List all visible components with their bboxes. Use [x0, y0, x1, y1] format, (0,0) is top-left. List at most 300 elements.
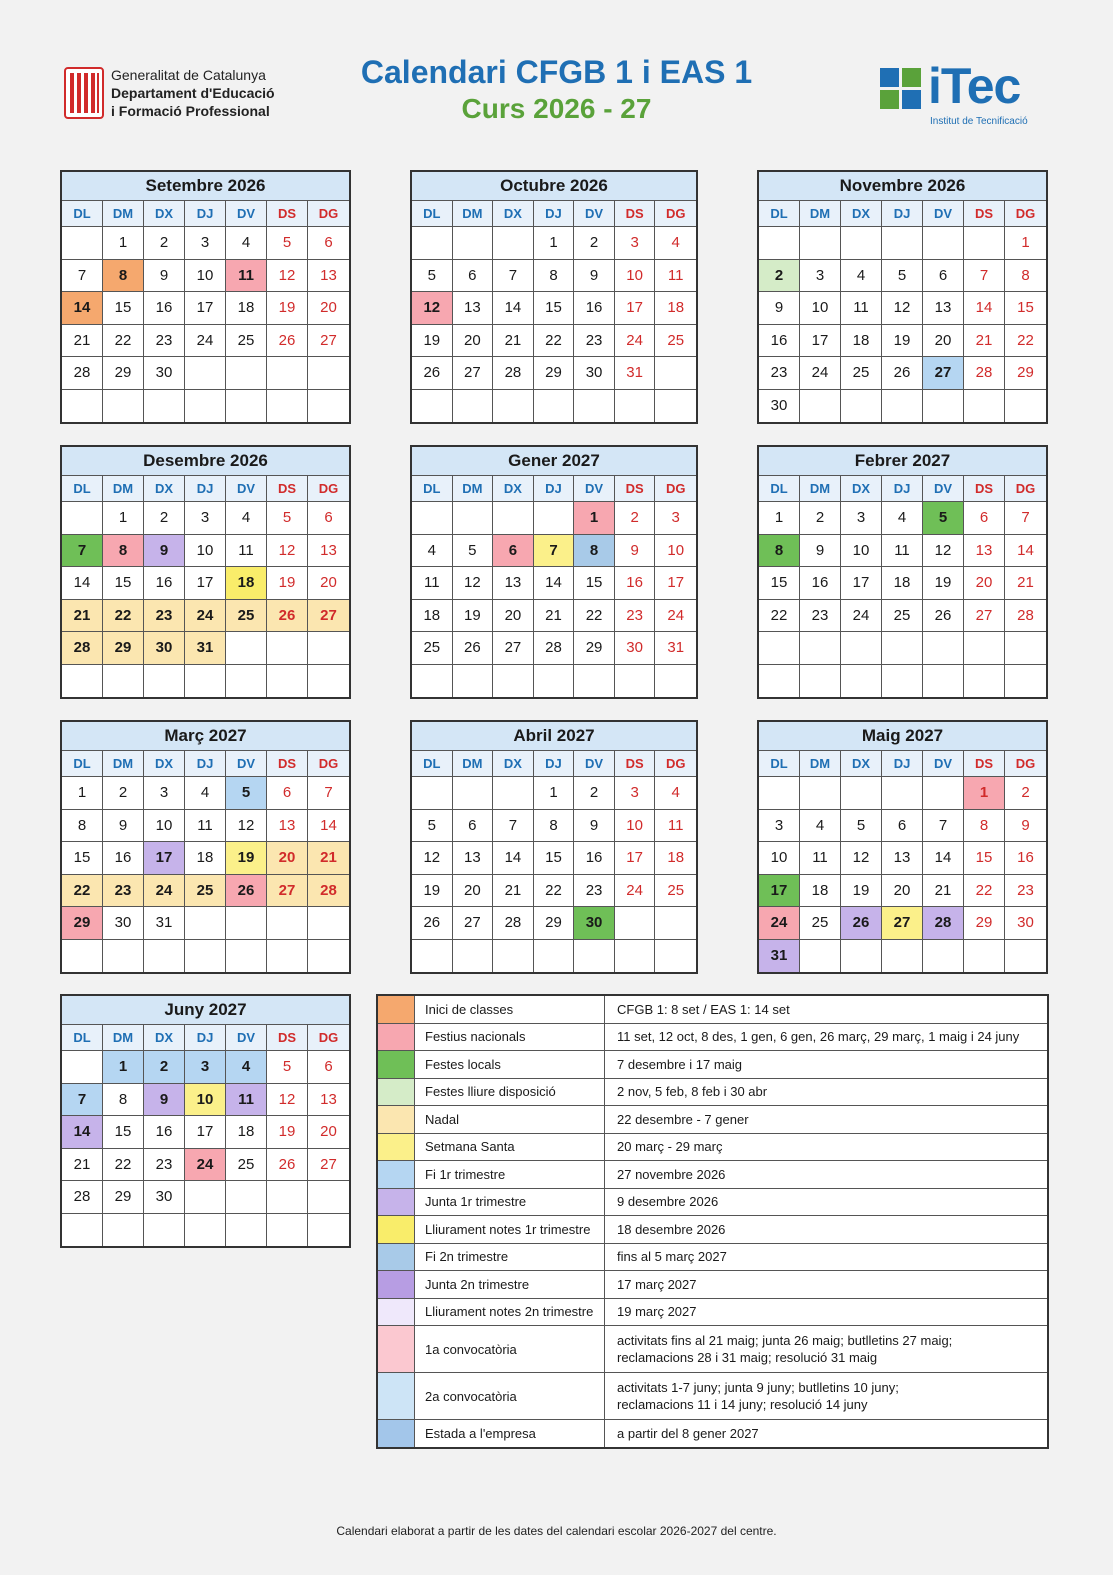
weekday-header: DG: [308, 1025, 349, 1051]
empty-cell: [412, 227, 453, 260]
day-cell: 11: [185, 810, 226, 843]
day-cell: 30: [574, 357, 615, 390]
empty-cell: [615, 390, 656, 423]
day-cell: 19: [412, 875, 453, 908]
day-cell: 26: [453, 632, 494, 665]
day-cell: 7: [62, 260, 103, 293]
day-cell: 17: [185, 567, 226, 600]
day-cell: 5: [412, 260, 453, 293]
day-cell: 25: [226, 325, 267, 358]
day-cell: 2: [144, 227, 185, 260]
day-cell: 26: [412, 907, 453, 940]
day-cell: 9: [800, 535, 841, 568]
weekday-header: DG: [655, 751, 696, 777]
weekday-header: DG: [1005, 476, 1046, 502]
empty-cell: [308, 632, 349, 665]
day-cell: 3: [615, 777, 656, 810]
empty-cell: [800, 390, 841, 423]
day-cell: 9: [103, 810, 144, 843]
legend-swatch: [378, 1244, 415, 1271]
day-cell: 1: [1005, 227, 1046, 260]
empty-cell: [841, 227, 882, 260]
weekday-header: DX: [144, 201, 185, 227]
day-cell: 14: [1005, 535, 1046, 568]
day-cell: 14: [493, 292, 534, 325]
empty-cell: [412, 502, 453, 535]
legend-swatch: [378, 1134, 415, 1161]
day-cell: 15: [103, 1116, 144, 1149]
day-cell: 24: [800, 357, 841, 390]
empty-cell: [185, 357, 226, 390]
day-cell: 30: [144, 357, 185, 390]
day-cell: 5: [841, 810, 882, 843]
day-cell: 14: [62, 1116, 103, 1149]
empty-cell: [923, 940, 964, 973]
weekday-header: DG: [308, 201, 349, 227]
empty-cell: [185, 665, 226, 698]
day-cell: 25: [841, 357, 882, 390]
weekday-header: DG: [655, 476, 696, 502]
legend-swatch: [378, 1299, 415, 1326]
day-cell: 27: [453, 907, 494, 940]
weekday-header: DJ: [882, 201, 923, 227]
day-cell: 29: [103, 357, 144, 390]
itec-brand: [880, 58, 1050, 134]
empty-cell: [882, 227, 923, 260]
day-cell: 9: [1005, 810, 1046, 843]
empty-cell: [308, 907, 349, 940]
day-cell: 22: [103, 1149, 144, 1182]
legend-label: Fi 2n trimestre: [415, 1244, 605, 1271]
day-cell: 10: [759, 842, 800, 875]
empty-cell: [412, 390, 453, 423]
day-cell: 20: [964, 567, 1005, 600]
day-cell: 9: [759, 292, 800, 325]
month-calendar: [410, 170, 698, 424]
legend-description: 18 desembre 2026: [617, 1221, 726, 1237]
empty-cell: [493, 940, 534, 973]
day-cell: 16: [144, 1116, 185, 1149]
legend-swatch: [378, 1420, 415, 1447]
weekday-header: DJ: [185, 751, 226, 777]
day-cell: 4: [226, 502, 267, 535]
empty-cell: [144, 1214, 185, 1247]
day-cell: 1: [103, 1051, 144, 1084]
legend-swatch: [378, 1216, 415, 1243]
weekday-header: DV: [226, 1025, 267, 1051]
gencat-logo-icon: [64, 67, 104, 119]
weekday-header: DS: [615, 476, 656, 502]
day-cell: 2: [574, 777, 615, 810]
day-cell: 9: [144, 260, 185, 293]
day-cell: 31: [615, 357, 656, 390]
weekday-header: DG: [308, 751, 349, 777]
legend-description: 19 març 2027: [617, 1304, 697, 1320]
day-cell: 22: [759, 600, 800, 633]
empty-cell: [655, 390, 696, 423]
day-cell: 12: [412, 292, 453, 325]
day-cell: 11: [655, 260, 696, 293]
weekday-header: DL: [412, 476, 453, 502]
day-cell: 7: [62, 1084, 103, 1117]
day-cell: 27: [308, 325, 349, 358]
legend-description: fins al 5 març 2027: [617, 1249, 727, 1265]
empty-cell: [267, 1181, 308, 1214]
day-cell: 29: [62, 907, 103, 940]
empty-cell: [185, 940, 226, 973]
empty-cell: [1005, 665, 1046, 698]
weekday-header: DL: [759, 476, 800, 502]
weekday-header: DJ: [185, 476, 226, 502]
month-title: Maig 2027: [759, 722, 1046, 751]
empty-cell: [923, 390, 964, 423]
day-cell: 10: [144, 810, 185, 843]
empty-cell: [226, 940, 267, 973]
day-cell: 31: [759, 940, 800, 973]
day-cell: 23: [1005, 875, 1046, 908]
day-cell: 14: [308, 810, 349, 843]
day-cell: 10: [800, 292, 841, 325]
day-cell: 20: [308, 567, 349, 600]
empty-cell: [453, 940, 494, 973]
day-cell: 2: [103, 777, 144, 810]
day-cell: 8: [62, 810, 103, 843]
day-cell: 6: [308, 1051, 349, 1084]
legend-swatch: [378, 1161, 415, 1188]
weekday-header: DL: [62, 476, 103, 502]
day-cell: 7: [493, 260, 534, 293]
empty-cell: [882, 390, 923, 423]
month-title: Setembre 2026: [62, 172, 349, 201]
empty-cell: [759, 227, 800, 260]
empty-cell: [1005, 390, 1046, 423]
day-cell: 27: [453, 357, 494, 390]
empty-cell: [923, 777, 964, 810]
itec-subtitle: Institut de Tecnificació: [930, 116, 1028, 127]
legend-row: [378, 1106, 1047, 1134]
day-cell: 23: [615, 600, 656, 633]
empty-cell: [226, 665, 267, 698]
day-cell: 14: [62, 292, 103, 325]
legend-description-line-2: reclamacions 28 i 31 maig; resolució 31 maig: [617, 1350, 878, 1365]
empty-cell: [841, 665, 882, 698]
weekday-header: DX: [493, 476, 534, 502]
day-cell: 4: [226, 227, 267, 260]
day-cell: 28: [534, 632, 575, 665]
day-cell: 21: [493, 325, 534, 358]
day-cell: 4: [800, 810, 841, 843]
day-cell: 23: [144, 1149, 185, 1182]
day-cell: 31: [185, 632, 226, 665]
empty-cell: [534, 665, 575, 698]
day-cell: 22: [62, 875, 103, 908]
legend-row: [378, 1051, 1047, 1079]
day-cell: 14: [493, 842, 534, 875]
day-cell: 28: [62, 357, 103, 390]
day-cell: 7: [1005, 502, 1046, 535]
empty-cell: [308, 1181, 349, 1214]
empty-cell: [923, 227, 964, 260]
day-cell: 10: [185, 1084, 226, 1117]
legend-row: [378, 1024, 1047, 1052]
day-cell: 28: [493, 907, 534, 940]
day-cell: 30: [103, 907, 144, 940]
empty-cell: [841, 632, 882, 665]
empty-cell: [655, 907, 696, 940]
day-cell: 6: [308, 502, 349, 535]
day-cell: 16: [1005, 842, 1046, 875]
day-cell: 16: [615, 567, 656, 600]
day-cell: 26: [267, 1149, 308, 1182]
weekday-header: DJ: [534, 751, 575, 777]
day-cell: 29: [103, 632, 144, 665]
weekday-header: DS: [615, 201, 656, 227]
day-cell: 3: [759, 810, 800, 843]
day-cell: 20: [453, 875, 494, 908]
day-cell: 26: [882, 357, 923, 390]
day-cell: 30: [574, 907, 615, 940]
day-cell: 7: [493, 810, 534, 843]
empty-cell: [800, 665, 841, 698]
day-cell: 18: [655, 292, 696, 325]
day-cell: 17: [615, 842, 656, 875]
day-cell: 23: [144, 325, 185, 358]
day-cell: 25: [226, 1149, 267, 1182]
weekday-header: DX: [841, 751, 882, 777]
day-cell: 5: [267, 1051, 308, 1084]
day-cell: 24: [841, 600, 882, 633]
day-cell: 13: [923, 292, 964, 325]
day-cell: 21: [62, 325, 103, 358]
month-calendar: [60, 445, 351, 699]
month-title: Juny 2027: [62, 996, 349, 1025]
empty-cell: [267, 665, 308, 698]
day-cell: 13: [308, 260, 349, 293]
day-cell: 12: [453, 567, 494, 600]
legend-label: Lliurament notes 1r trimestre: [415, 1216, 605, 1243]
legend-description: 7 desembre i 17 maig: [617, 1056, 743, 1072]
weekday-header: DJ: [882, 476, 923, 502]
legend-swatch: [378, 1079, 415, 1106]
day-cell: 11: [226, 260, 267, 293]
day-cell: 3: [144, 777, 185, 810]
legend-row: [378, 996, 1047, 1024]
empty-cell: [267, 390, 308, 423]
day-cell: 18: [841, 325, 882, 358]
day-cell: 17: [841, 567, 882, 600]
day-cell: 12: [267, 1084, 308, 1117]
day-cell: 27: [308, 600, 349, 633]
day-cell: 15: [574, 567, 615, 600]
empty-cell: [1005, 940, 1046, 973]
month-title: Desembre 2026: [62, 447, 349, 476]
day-cell: 17: [615, 292, 656, 325]
day-cell: 5: [923, 502, 964, 535]
empty-cell: [574, 390, 615, 423]
empty-cell: [308, 940, 349, 973]
month-title: Febrer 2027: [759, 447, 1046, 476]
empty-cell: [226, 1214, 267, 1247]
weekday-header: DV: [226, 201, 267, 227]
day-cell: 11: [226, 1084, 267, 1117]
legend-row: [378, 1373, 1047, 1420]
day-cell: 11: [412, 567, 453, 600]
day-cell: 12: [412, 842, 453, 875]
empty-cell: [615, 940, 656, 973]
day-cell: 10: [615, 260, 656, 293]
legend-label: Setmana Santa: [415, 1134, 605, 1161]
legend-description-line-1: activitats 1-7 juny; junta 9 juny; butlletins 10 juny;: [617, 1380, 899, 1395]
day-cell: 17: [185, 1116, 226, 1149]
day-cell: 5: [226, 777, 267, 810]
empty-cell: [964, 227, 1005, 260]
empty-cell: [267, 357, 308, 390]
day-cell: 22: [574, 600, 615, 633]
legend-row: [378, 1271, 1047, 1299]
weekday-header: DV: [574, 476, 615, 502]
day-cell: 28: [493, 357, 534, 390]
month-calendar: [410, 720, 698, 974]
day-cell: 26: [267, 600, 308, 633]
day-cell: 28: [62, 632, 103, 665]
day-cell: 17: [759, 875, 800, 908]
day-cell: 6: [453, 260, 494, 293]
weekday-header: DX: [841, 201, 882, 227]
day-cell: 9: [144, 1084, 185, 1117]
legend-swatch: [378, 1051, 415, 1078]
day-cell: 24: [759, 907, 800, 940]
day-cell: 18: [226, 292, 267, 325]
day-cell: 15: [103, 292, 144, 325]
day-cell: 24: [615, 325, 656, 358]
day-cell: 17: [800, 325, 841, 358]
day-cell: 12: [923, 535, 964, 568]
weekday-header: DM: [103, 476, 144, 502]
day-cell: 18: [412, 600, 453, 633]
org-line-1: Generalitat de Catalunya: [111, 67, 266, 83]
day-cell: 5: [453, 535, 494, 568]
weekday-header: DM: [103, 751, 144, 777]
empty-cell: [964, 665, 1005, 698]
day-cell: 6: [882, 810, 923, 843]
day-cell: 3: [655, 502, 696, 535]
day-cell: 20: [308, 292, 349, 325]
empty-cell: [574, 665, 615, 698]
empty-cell: [1005, 632, 1046, 665]
day-cell: 23: [574, 875, 615, 908]
weekday-header: DM: [800, 201, 841, 227]
empty-cell: [964, 940, 1005, 973]
day-cell: 18: [226, 1116, 267, 1149]
day-cell: 29: [103, 1181, 144, 1214]
month-calendar: [60, 170, 351, 424]
empty-cell: [412, 777, 453, 810]
day-cell: 8: [534, 810, 575, 843]
day-cell: 15: [534, 842, 575, 875]
page-title: Calendari CFGB 1 i EAS 1: [360, 54, 753, 90]
day-cell: 26: [412, 357, 453, 390]
day-cell: 14: [534, 567, 575, 600]
itec-wordmark: iTec: [928, 58, 1021, 114]
legend-swatch: [378, 996, 415, 1023]
day-cell: 15: [759, 567, 800, 600]
empty-cell: [412, 940, 453, 973]
weekday-header: DL: [759, 201, 800, 227]
day-cell: 8: [759, 535, 800, 568]
day-cell: 12: [226, 810, 267, 843]
day-cell: 3: [615, 227, 656, 260]
day-cell: 7: [534, 535, 575, 568]
legend-description: 20 març - 29 març: [617, 1139, 723, 1155]
empty-cell: [62, 1051, 103, 1084]
day-cell: 17: [655, 567, 696, 600]
day-cell: 27: [493, 632, 534, 665]
empty-cell: [267, 632, 308, 665]
day-cell: 7: [964, 260, 1005, 293]
empty-cell: [267, 940, 308, 973]
month-title: Gener 2027: [412, 447, 696, 476]
day-cell: 2: [144, 502, 185, 535]
empty-cell: [267, 1214, 308, 1247]
weekday-header: DL: [62, 201, 103, 227]
day-cell: 9: [144, 535, 185, 568]
empty-cell: [453, 502, 494, 535]
day-cell: 20: [923, 325, 964, 358]
empty-cell: [62, 665, 103, 698]
day-cell: 10: [655, 535, 696, 568]
empty-cell: [882, 940, 923, 973]
legend-swatch: [378, 1373, 415, 1419]
day-cell: 13: [453, 842, 494, 875]
day-cell: 21: [493, 875, 534, 908]
weekday-header: DV: [226, 476, 267, 502]
day-cell: 25: [800, 907, 841, 940]
empty-cell: [493, 777, 534, 810]
day-cell: 2: [615, 502, 656, 535]
day-cell: 3: [841, 502, 882, 535]
weekday-header: DL: [62, 751, 103, 777]
legend-description: 22 desembre - 7 gener: [617, 1111, 749, 1127]
legend-description: 9 desembre 2026: [617, 1194, 719, 1210]
empty-cell: [412, 665, 453, 698]
day-cell: 27: [308, 1149, 349, 1182]
day-cell: 22: [103, 600, 144, 633]
day-cell: 19: [226, 842, 267, 875]
day-cell: 26: [267, 325, 308, 358]
empty-cell: [800, 940, 841, 973]
day-cell: 16: [574, 292, 615, 325]
legend-label: 1a convocatòria: [415, 1326, 605, 1372]
day-cell: 25: [412, 632, 453, 665]
day-cell: 9: [615, 535, 656, 568]
weekday-header: DJ: [534, 476, 575, 502]
day-cell: 24: [144, 875, 185, 908]
day-cell: 22: [103, 325, 144, 358]
empty-cell: [308, 1214, 349, 1247]
day-cell: 13: [267, 810, 308, 843]
day-cell: 3: [185, 502, 226, 535]
legend-label: Lliurament notes 2n trimestre: [415, 1299, 605, 1326]
legend-description: 17 març 2027: [617, 1276, 697, 1292]
weekday-header: DM: [800, 751, 841, 777]
day-cell: 16: [759, 325, 800, 358]
day-cell: 20: [493, 600, 534, 633]
day-cell: 22: [534, 325, 575, 358]
day-cell: 31: [655, 632, 696, 665]
day-cell: 13: [453, 292, 494, 325]
empty-cell: [453, 777, 494, 810]
legend-description: [605, 1373, 1047, 1419]
